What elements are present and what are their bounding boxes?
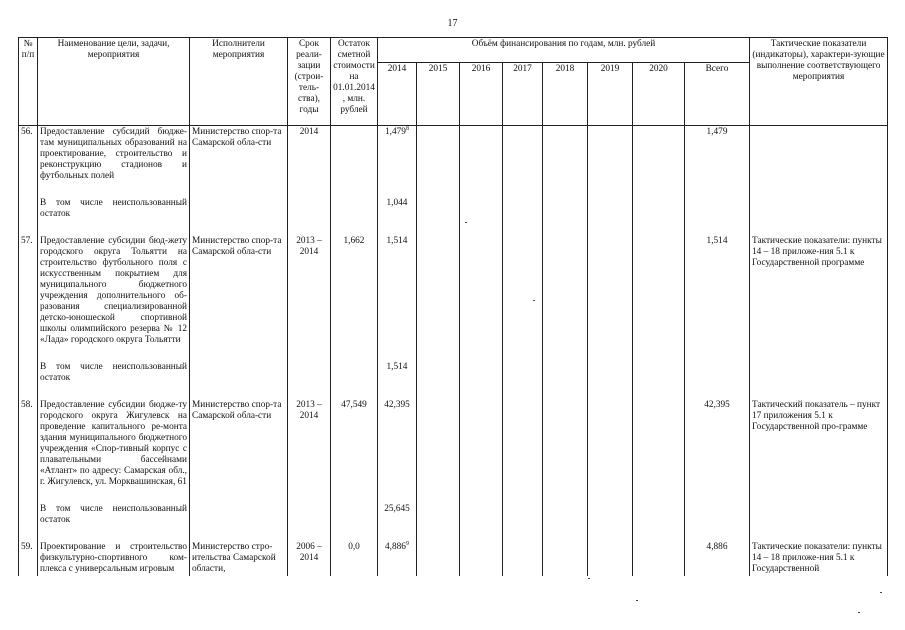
scan-speck bbox=[533, 300, 535, 301]
table-row bbox=[19, 399, 888, 489]
scan-speck bbox=[636, 600, 638, 601]
page-number: 17 bbox=[447, 18, 458, 29]
header-year-2020: 2020 bbox=[633, 63, 685, 126]
value-total: 1,514 bbox=[685, 235, 750, 347]
unused-remainder-label: В том числе неиспользованный остаток bbox=[38, 197, 190, 221]
indicator: Тактические показатели: пункты 14 – 18 приложе-ния 5.1 к Государственной bbox=[750, 541, 888, 576]
value-2014: 25,645 bbox=[378, 503, 417, 527]
header-num: № п/п bbox=[19, 38, 38, 126]
term: 2013 – 2014 bbox=[288, 235, 331, 347]
value-2014: 1,514 bbox=[378, 361, 417, 385]
funding-table bbox=[18, 37, 888, 576]
row-number: 58. bbox=[19, 399, 38, 489]
footnote-mark: 9 bbox=[405, 540, 409, 547]
table-row bbox=[19, 503, 888, 527]
measure-name: Проектирование и строительство физкультурно-спортивного ком-плекса с универсальным игровым bbox=[38, 541, 190, 576]
scan-speck bbox=[880, 592, 882, 593]
table-row bbox=[19, 541, 888, 576]
value-2014: 4,886$^9$ bbox=[378, 541, 417, 576]
term: 2013 – 2014 bbox=[288, 399, 331, 489]
remainder: 47,549 bbox=[331, 399, 378, 489]
value-total: 1,479 bbox=[685, 126, 750, 184]
header-year-2018: 2018 bbox=[543, 63, 588, 126]
value-2014: 1,479$^8$ bbox=[378, 126, 417, 184]
scan-speck bbox=[588, 578, 590, 579]
value-2014: 42,395 bbox=[378, 399, 417, 489]
measure-name: Предоставление субсидии бюд-жету городского округа Тольятти на строительство футбольного поля с искусственным покрытием для муниципального бюджетного учреждения дополнительного об-разования специализированной детско-юношеской спортивной школы олимпийского резерва № 12 «Лада» городского округа Тольятти bbox=[38, 235, 190, 347]
header-funding: Объём финансирования по годам, млн. рублей bbox=[378, 38, 750, 63]
table-row bbox=[19, 126, 888, 184]
header-year-2015: 2015 bbox=[417, 63, 460, 126]
unused-remainder-label: В том числе неиспользованный остаток bbox=[38, 361, 190, 385]
unused-remainder-label: В том числе неиспользованный остаток bbox=[38, 503, 190, 527]
header-remainder: Остаток сметной стоимости на 01.01.2014, млн. рублей bbox=[331, 38, 378, 126]
header-executors: Исполнители мероприятия bbox=[190, 38, 288, 126]
indicator: Тактический показатель – пункт 17 приложения 5.1 к Государственной про-грамме bbox=[750, 399, 888, 489]
executor: Министерство спор-та Самарской обла-сти bbox=[190, 235, 288, 347]
executor: Министерство спор-та Самарской обла-сти bbox=[190, 399, 288, 489]
term: 2006 – 2014 bbox=[288, 541, 331, 576]
table-row bbox=[19, 235, 888, 347]
indicator: Тактические показатели: пункты 14 – 18 приложе-ния 5.1 к Государственной программе bbox=[750, 235, 888, 347]
remainder bbox=[331, 126, 378, 184]
executor: Министерство спор-та Самарской обла-сти bbox=[190, 126, 288, 184]
value-total: 4,886 bbox=[685, 541, 750, 576]
header-term: Срок реали-зации (строи-тель-ства), годы bbox=[288, 38, 331, 126]
value-2014: 1,514 bbox=[378, 235, 417, 347]
header-year-2016: 2016 bbox=[460, 63, 503, 126]
scan-speck bbox=[858, 612, 860, 613]
row-number: 59. bbox=[19, 541, 38, 576]
header-indicators: Тактические показатели (индикаторы), характери-зующие выполнение соответствующего мероприятия bbox=[750, 38, 888, 126]
measure-name: Предоставление субсидии бюдже-ту городского округа Жигулевск на проведение капитального ре-монта здания муниципального бюджетного учреждения «Спор-тивный корпус с плавательными бассейнами «Атлант» по адресу: Самарская обл., г. Жигулевск, ул. Морквашинская, 61 bbox=[38, 399, 190, 489]
header-year-2017: 2017 bbox=[503, 63, 543, 126]
header-year-2019: 2019 bbox=[588, 63, 633, 126]
footnote-mark: 8 bbox=[405, 125, 409, 132]
scan-speck bbox=[465, 222, 467, 223]
row-number: 57. bbox=[19, 235, 38, 347]
remainder: 0,0 bbox=[331, 541, 378, 576]
remainder: 1,662 bbox=[331, 235, 378, 347]
header-total: Всего bbox=[685, 63, 750, 126]
header-name: Наименование цели, задачи, мероприятия bbox=[38, 38, 190, 126]
value-total: 42,395 bbox=[685, 399, 750, 489]
indicator bbox=[750, 126, 888, 184]
value-2014: 1,044 bbox=[378, 197, 417, 221]
term: 2014 bbox=[288, 126, 331, 184]
row-number: 56. bbox=[19, 126, 38, 184]
table-row bbox=[19, 361, 888, 385]
executor: Министерство стро-ительства Самарской области, bbox=[190, 541, 288, 576]
table-row bbox=[19, 197, 888, 221]
measure-name: Предоставление субсидий бюдже-там муниципальных образований на проектирование, строительство и реконструкцию стадионов и футбольных полей bbox=[38, 126, 190, 184]
header-year-2014: 2014 bbox=[378, 63, 417, 126]
